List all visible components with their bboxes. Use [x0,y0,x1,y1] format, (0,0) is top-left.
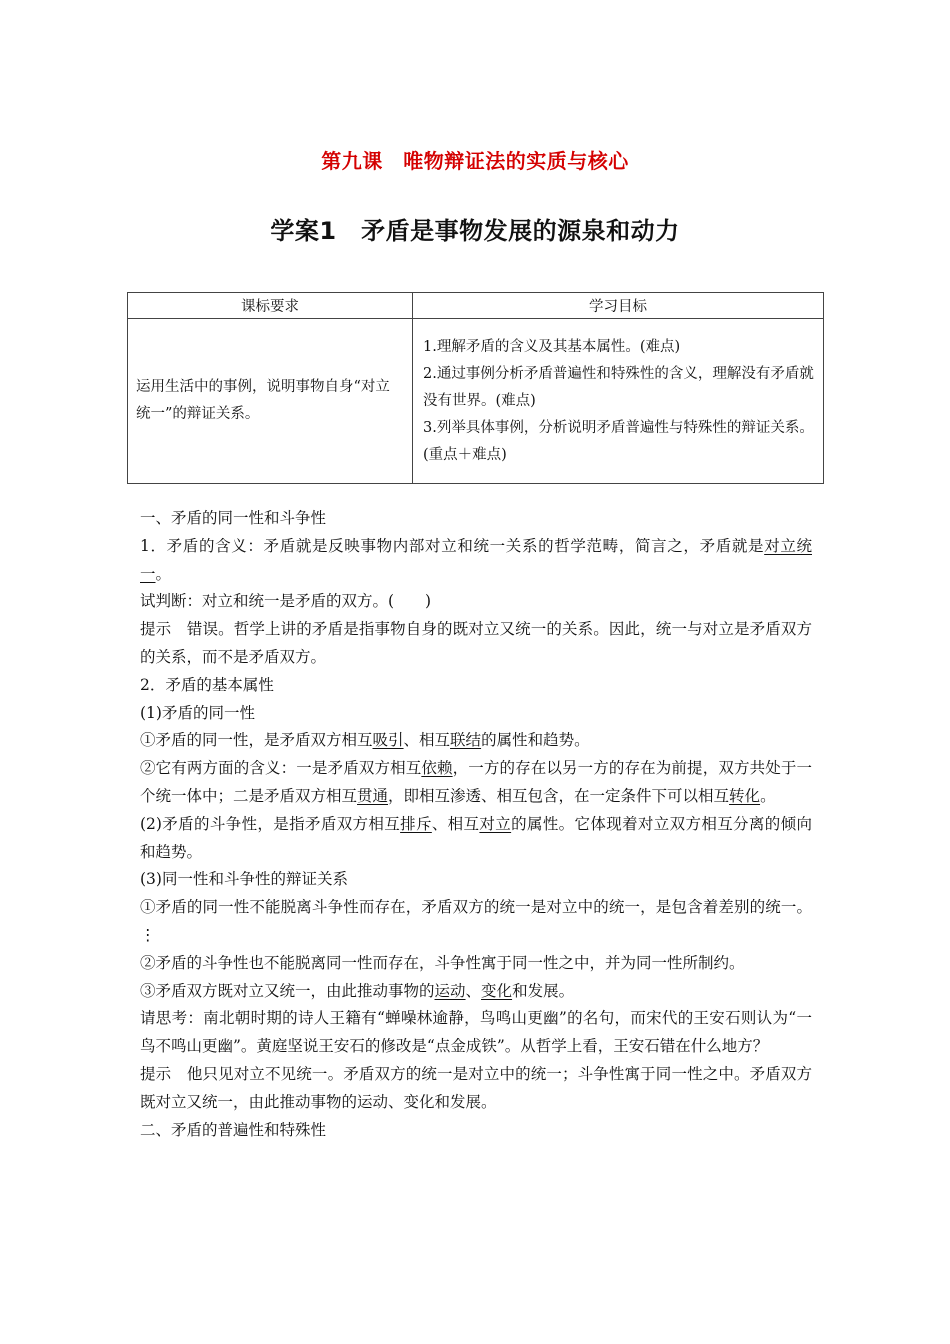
answer-blank: 对立统一 [140,536,812,583]
answer-blank: 贯通 [357,786,389,805]
body-text [140,505,812,1144]
goal-item-3: 3.列举具体事例，分析说明矛盾普遍性与特殊性的辩证关系。(重点＋难点) [423,419,814,463]
subsection-heading: 2．矛盾的基本属性 [140,675,274,694]
hint-paragraph: 提示 他只见对立不见统一。矛盾双方的统一是对立中的统一；斗争性寓于同一性之中。矛盾双方既对立又统一，由此推动事物的运动、变化和发展。 [140,1064,812,1111]
text-span: 和发展。 [512,981,575,1000]
header-requirement: 课标要求 [128,293,413,319]
item-heading: (3)同一性和斗争性的辩证关系 [140,870,348,889]
dialectic-paragraph-2: ②矛盾的斗争性也不能脱离同一性而存在，斗争性寓于同一性之中，并为同一性所制约。 [140,953,745,972]
text-span: 1．矛盾的含义：矛盾就是反映事物内部对立和统一关系的哲学范畴，简言之，矛盾就是 [140,536,765,555]
answer-blank: 运动 [434,981,466,1000]
answer-blank: 依赖 [421,759,453,778]
goal-item-1: 1.理解矛盾的含义及其基本属性。(难点) [423,338,681,355]
definition-paragraph [140,533,812,589]
table-row [128,319,824,484]
item-heading: (1)矛盾的同一性 [140,703,255,722]
text-span: 。 [155,564,172,583]
struggle-paragraph [140,811,812,867]
identity-paragraph-2 [140,755,812,811]
think-question: 请思考：南北朝时期的诗人王籍有“蝉噪林逾静，鸟鸣山更幽”的名句，而宋代的王安石则认为“一鸟不鸣山更幽”。黄庭坚说王安石的修改是“点金成铁”。从哲学上看，王安石错在什么地方？ [140,1009,812,1056]
text-span: ，一方的存在以另一方的存在为前提，双方共处于一个统一体中；二是矛盾双方相互 [140,759,812,805]
lesson-title: 第九课 唯物辩证法的实质与核心 [321,149,629,173]
hint-paragraph: 提示 错误。哲学上讲的矛盾是指事物自身的既对立又统一的关系。因此，统一与对立是矛盾双方的关系，而不是矛盾双方。 [140,620,812,666]
answer-blank: 联结 [450,731,482,750]
goal-item-2: 2.通过事例分析矛盾普遍性和特殊性的含义，理解没有矛盾就没有世界。(难点) [423,365,814,409]
curriculum-table [127,292,824,484]
text-span: ②它有两方面的含义：一是矛盾双方相互 [140,759,422,778]
text-span: ①矛盾的同一性，是矛盾双方相互 [140,731,373,750]
requirement-cell: 运用生活中的事例，说明事物自身“对立统一”的辩证关系。 [128,319,413,484]
text-span: 。 [760,786,776,805]
text-span: (2)矛盾的斗争性，是指矛盾双方相互 [140,814,401,833]
answer-blank: 变化 [481,981,513,1000]
identity-paragraph-1 [140,727,812,755]
answer-blank: 转化 [729,786,761,805]
answer-blank: 对立 [479,814,512,833]
answer-blank: 吸引 [372,731,404,750]
table-header-row [128,293,824,319]
text-span: ，即相互渗透、相互包含，在一定条件下可以相互 [388,786,730,805]
judge-question: 试判断：对立和统一是矛盾的双方。( ) [140,592,432,611]
dialectic-paragraph-1: ①矛盾的同一性不能脱离斗争性而存在，矛盾双方的统一是对立中的统一，是包含着差别的统一。⋮ [140,898,812,944]
text-span: 的属性和趋势。 [481,731,590,750]
goals-cell [413,319,824,484]
case-title: 学案1 矛盾是事物发展的源泉和动力 [270,217,680,245]
text-span: ③矛盾双方既对立又统一，由此推动事物的 [140,981,435,1000]
header-goals: 学习目标 [413,293,824,319]
text-span: 、相互 [403,731,451,750]
text-span: 、相互 [431,814,480,833]
section-heading-1: 一、矛盾的同一性和斗争性 [140,509,327,527]
answer-blank: 排斥 [400,814,432,833]
section-heading-2: 二、矛盾的普遍性和特殊性 [140,1120,327,1139]
dialectic-paragraph-3 [140,978,812,1006]
text-span: 、 [465,981,482,1000]
text-span: 的属性。它体现着对立双方相互分离的倾向和趋势。 [140,814,812,861]
